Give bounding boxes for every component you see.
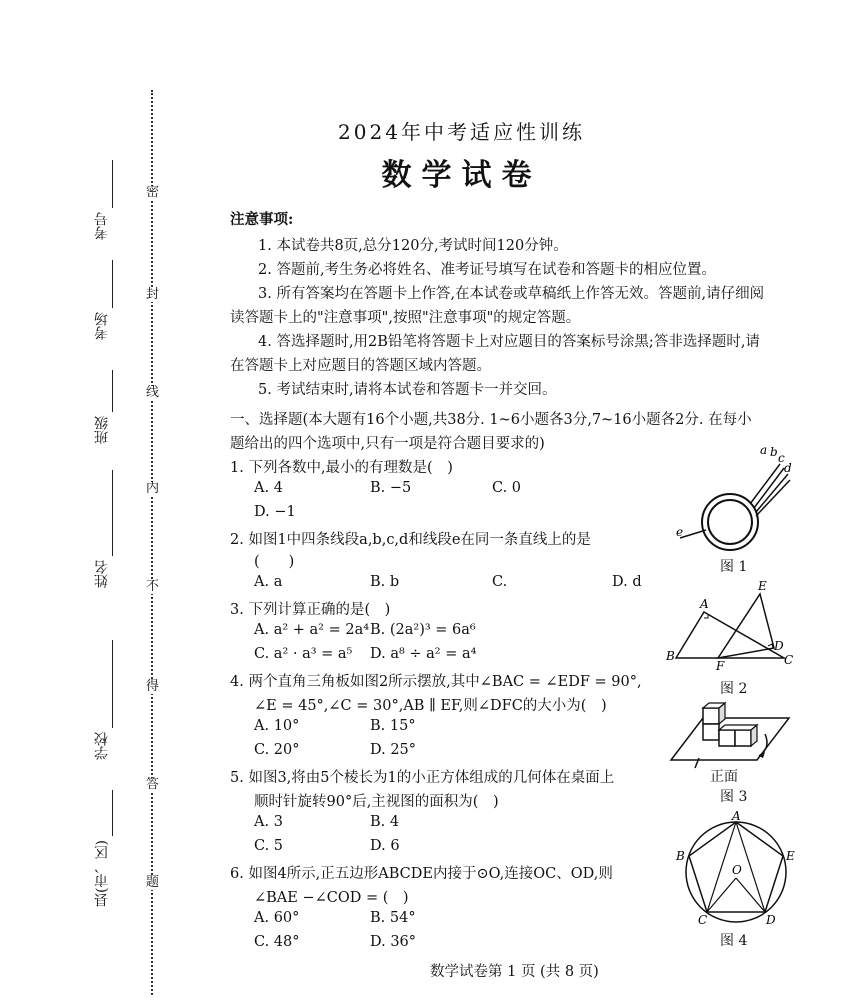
notice-line: 在答题卡上对应题目的答题区域内答题。 bbox=[230, 358, 491, 374]
seal-char: 密 bbox=[146, 185, 160, 200]
svg-text:d: d bbox=[784, 461, 792, 475]
front-view-label: 正面 bbox=[710, 769, 738, 785]
option-c[interactable]: C. 5 bbox=[254, 838, 284, 854]
option-d[interactable]: D. 36° bbox=[370, 934, 417, 950]
svg-text:D: D bbox=[766, 913, 776, 927]
figure-1-diagram bbox=[670, 440, 800, 555]
seal-char: 线 bbox=[146, 385, 160, 400]
answer-paren: ( ) bbox=[254, 554, 295, 570]
field-class: 班级 bbox=[94, 416, 110, 444]
exam-title: 2024年中考适应性训练 bbox=[338, 120, 585, 144]
field-name: 姓名 bbox=[94, 560, 110, 588]
section-heading: 一、选择题(本大题有16个小题,共38分. 1~6小题各3分,7~16小题各2分. 在每小 bbox=[230, 412, 752, 428]
figure-2-diagram bbox=[662, 580, 802, 675]
figure-2-caption: 图 2 bbox=[720, 681, 748, 697]
question-4-stem: ∠E = 45°,∠C = 30°,AB ∥ EF,则∠DFC的大小为( ) bbox=[254, 698, 607, 714]
question-5-stem: 5. 如图3,将由5个棱长为1的小正方体组成的几何体在桌面上 bbox=[230, 770, 615, 786]
option-a[interactable]: A. 10° bbox=[254, 718, 300, 734]
field-exam-room: 考场 bbox=[94, 312, 110, 340]
option-c[interactable]: C. 48° bbox=[254, 934, 300, 950]
svg-text:e: e bbox=[676, 525, 684, 539]
seal-char: 封 bbox=[146, 287, 160, 302]
option-c[interactable]: C. 0 bbox=[492, 480, 522, 496]
notice-line: 读答题卡上的"注意事项",按照"注意事项"的规定答题。 bbox=[230, 310, 581, 326]
option-a[interactable]: A. 3 bbox=[254, 814, 283, 830]
option-d[interactable]: D. 6 bbox=[370, 838, 400, 854]
field-county: 县(市、区) bbox=[94, 840, 110, 907]
exam-subject: 数学试卷 bbox=[381, 158, 542, 193]
question-5-stem: 顺时针旋转90°后,主视图的面积为( ) bbox=[254, 794, 499, 810]
option-b[interactable]: B. b bbox=[370, 574, 400, 590]
svg-text:F: F bbox=[716, 659, 725, 673]
svg-text:B: B bbox=[666, 649, 675, 663]
notice-line: 2. 答题前,考生务必将姓名、准考证号填写在试卷和答题卡的相应位置。 bbox=[258, 262, 717, 278]
field-line[interactable] bbox=[112, 790, 113, 836]
field-line[interactable] bbox=[112, 260, 113, 308]
figure-4-diagram bbox=[670, 810, 800, 930]
question-1-stem: 1. 下列各数中,最小的有理数是( ) bbox=[230, 460, 453, 476]
option-d[interactable]: D. −1 bbox=[254, 504, 296, 520]
question-6-stem: 6. 如图4所示,正五边形ABCDE内接于⊙O,连接OC、OD,则 bbox=[230, 866, 613, 882]
svg-text:A: A bbox=[700, 597, 709, 611]
notice-line: 4. 答选择题时,用2B铅笔将答题卡上对应题目的答案标号涂黑;答非选择题时,请 bbox=[258, 334, 760, 350]
option-c[interactable]: C. bbox=[492, 574, 508, 590]
seal-char: 答 bbox=[146, 777, 160, 792]
seal-dashed-line bbox=[151, 90, 153, 995]
figure-4-caption: 图 4 bbox=[720, 933, 748, 949]
field-line[interactable] bbox=[112, 640, 113, 728]
option-a[interactable]: A. a² + a² = 2a⁴ bbox=[254, 622, 370, 638]
figure-1-caption: 图 1 bbox=[720, 559, 748, 575]
question-3-stem: 3. 下列计算正确的是( ) bbox=[230, 602, 391, 618]
svg-text:B: B bbox=[676, 849, 685, 863]
svg-text:b: b bbox=[770, 445, 778, 459]
notice-line: 1. 本试卷共8页,总分120分,考试时间120分钟。 bbox=[258, 238, 568, 254]
field-line[interactable] bbox=[112, 470, 113, 556]
option-b[interactable]: B. 54° bbox=[370, 910, 416, 926]
option-b[interactable]: B. (2a²)³ = 6a⁶ bbox=[370, 622, 476, 638]
field-school: 学校 bbox=[94, 732, 110, 760]
svg-text:E: E bbox=[758, 580, 767, 593]
section-heading: 题给出的四个选项中,只有一项是符合题目要求的) bbox=[230, 436, 545, 452]
field-exam-number: 考号 bbox=[94, 212, 110, 240]
seal-char: 题 bbox=[146, 875, 160, 890]
svg-text:D: D bbox=[774, 639, 784, 653]
svg-text:E: E bbox=[786, 849, 795, 863]
option-b[interactable]: B. 15° bbox=[370, 718, 416, 734]
figure-3-caption: 图 3 bbox=[720, 789, 748, 805]
option-d[interactable]: D. 25° bbox=[370, 742, 417, 758]
question-6-stem: ∠BAE −∠COD = ( ) bbox=[254, 890, 409, 906]
seal-char: 内 bbox=[146, 481, 160, 496]
option-b[interactable]: B. −5 bbox=[370, 480, 412, 496]
svg-text:A: A bbox=[732, 810, 741, 823]
svg-text:O: O bbox=[732, 863, 742, 877]
svg-text:a: a bbox=[760, 443, 768, 457]
notice-line: 3. 所有答案均在答题卡上作答,在本试卷或草稿纸上作答无效。答题前,请仔细阅 bbox=[258, 286, 765, 302]
svg-text:C: C bbox=[784, 653, 794, 667]
option-c[interactable]: C. 20° bbox=[254, 742, 300, 758]
seal-char: 不 bbox=[146, 579, 160, 594]
option-a[interactable]: A. 4 bbox=[254, 480, 283, 496]
question-2-stem: 2. 如图1中四条线段a,b,c,d和线段e在同一条直线上的是 bbox=[230, 532, 591, 548]
notice-line: 5. 考试结束时,请将本试卷和答题卡一并交回。 bbox=[258, 382, 557, 398]
svg-text:c: c bbox=[778, 451, 785, 465]
question-4-stem: 4. 两个直角三角板如图2所示摆放,其中∠BAC = ∠EDF = 90°, bbox=[230, 674, 642, 690]
notice-heading: 注意事项: bbox=[230, 211, 294, 228]
option-c[interactable]: C. a² · a³ = a⁵ bbox=[254, 646, 353, 662]
option-d[interactable]: D. a⁸ ÷ a² = a⁴ bbox=[370, 646, 477, 662]
option-d[interactable]: D. d bbox=[612, 574, 642, 590]
figure-3-diagram bbox=[665, 700, 795, 770]
seal-char: 得 bbox=[146, 679, 160, 694]
field-line[interactable] bbox=[112, 370, 113, 412]
page-footer: 数学试卷第 1 页 (共 8 页) bbox=[430, 964, 599, 980]
svg-text:C: C bbox=[698, 913, 708, 927]
option-a[interactable]: A. a bbox=[254, 574, 283, 590]
option-b[interactable]: B. 4 bbox=[370, 814, 400, 830]
option-a[interactable]: A. 60° bbox=[254, 910, 300, 926]
